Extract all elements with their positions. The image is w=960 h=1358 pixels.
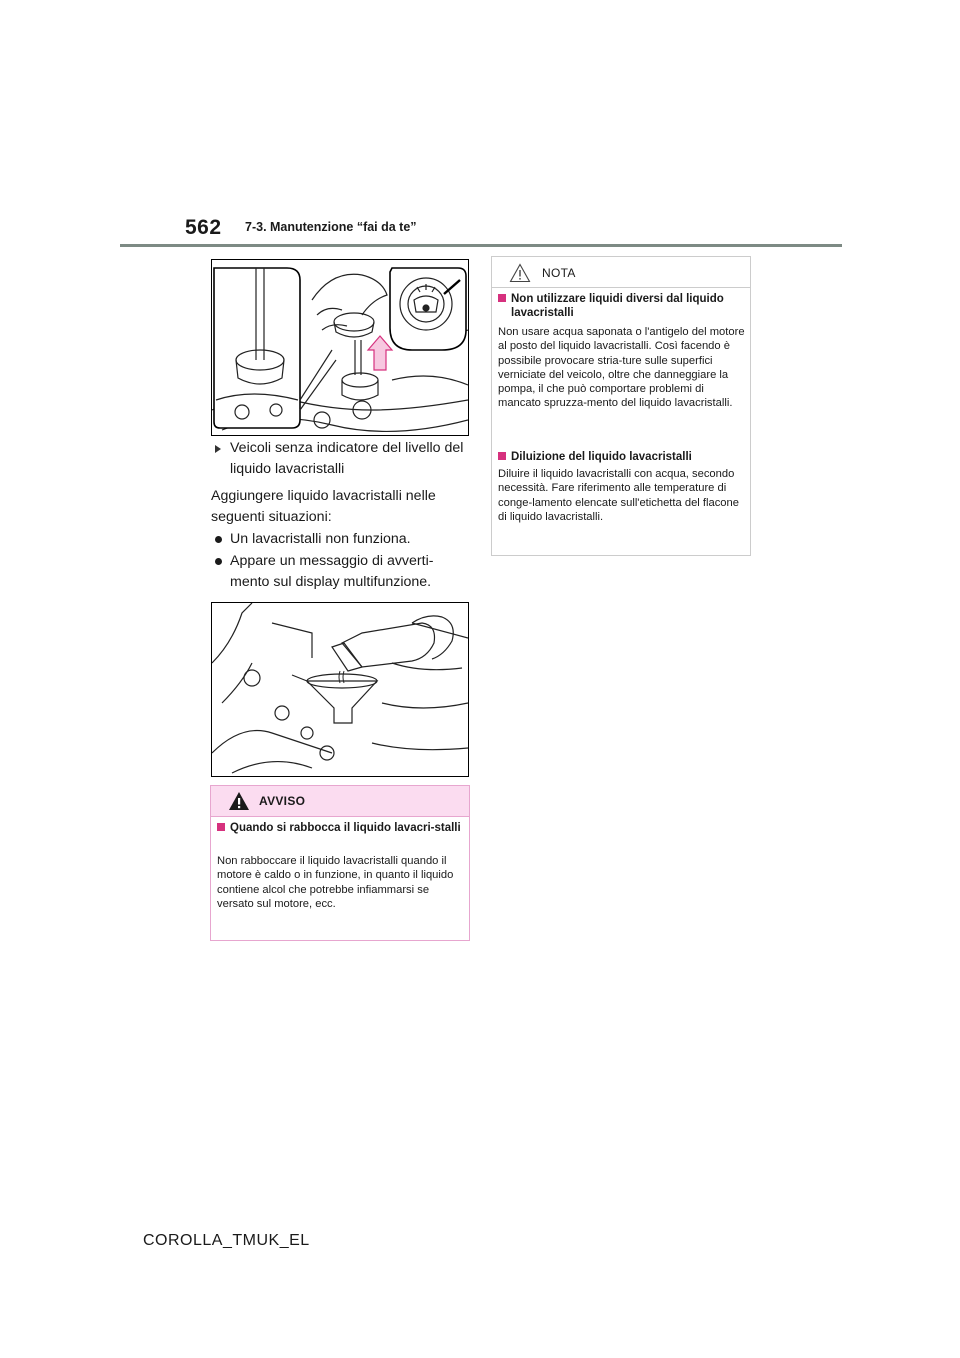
header-rule xyxy=(120,244,842,247)
warning-body: Non rabboccare il liquido lavacristalli quando il motore è caldo o in funzione, in quanto il liquido contiene alcol che potrebbe infiammarsi se versato sul motore, ecc. xyxy=(217,855,454,910)
warning-triangle-icon xyxy=(228,791,250,811)
square-bullet-icon xyxy=(498,452,506,460)
warning-box-header xyxy=(211,786,469,817)
sub-heading-text: Veicoli senza indicatore del livello del liquido lavacristalli xyxy=(230,440,464,477)
note-box xyxy=(491,256,751,556)
illustration-washer-cap xyxy=(211,259,469,436)
list-item xyxy=(211,529,469,550)
triangle-bullet-icon xyxy=(215,445,221,453)
note-body: Non usare acqua saponata o l'antigelo del motore al posto del liquido lavacristalli. Così facendo è possibile provocare stria-ture sulle superfici verniciate del veicolo, oltre che danneggiare la pompa, il che può comportare problemi di mancato spruzza-mento del liquido lavacristalli. xyxy=(498,326,745,410)
note-heading-text: Non utilizzare liquidi diversi dal liquido lavacristalli xyxy=(511,293,724,319)
intro-text: Aggiungere liquido lavacristalli nelle seguenti situazioni: xyxy=(211,488,436,525)
warning-heading xyxy=(217,821,465,835)
list-item-text: Appare un messaggio di avverti-mento sul display multifunzione. xyxy=(230,553,434,590)
note-heading-text: Diluizione del liquido lavacristalli xyxy=(511,451,692,463)
square-bullet-icon xyxy=(217,823,225,831)
square-bullet-icon xyxy=(498,294,506,302)
note-box-header xyxy=(492,257,750,288)
sub-heading xyxy=(211,438,469,480)
warning-box xyxy=(210,785,470,941)
list-item-text: Un lavacristalli non funziona. xyxy=(230,531,411,547)
warning-box-title: AVVISO xyxy=(259,794,306,808)
note-heading xyxy=(498,450,746,464)
note-body: Diluire il liquido lavacristalli con acqua, secondo necessità. Fare riferimento alle temperature di conge-lamento elencate sull'etichetta del flacone di liquido lavacristalli. xyxy=(498,468,739,523)
list-item xyxy=(211,551,469,593)
bullet-dot-icon xyxy=(215,558,222,565)
note-box-title: NOTA xyxy=(542,266,576,280)
warning-heading-text: Quando si rabbocca il liquido lavacri-stalli xyxy=(230,822,461,834)
page-number: 562 xyxy=(185,216,222,239)
caution-outline-icon xyxy=(509,263,531,283)
footer-model-code: COROLLA_TMUK_EL xyxy=(143,1232,310,1249)
bullet-dot-icon xyxy=(215,536,222,543)
section-title: 7-3. Manutenzione “fai da te” xyxy=(245,220,417,234)
illustration-pouring-fluid xyxy=(211,602,469,777)
note-heading xyxy=(498,292,746,320)
